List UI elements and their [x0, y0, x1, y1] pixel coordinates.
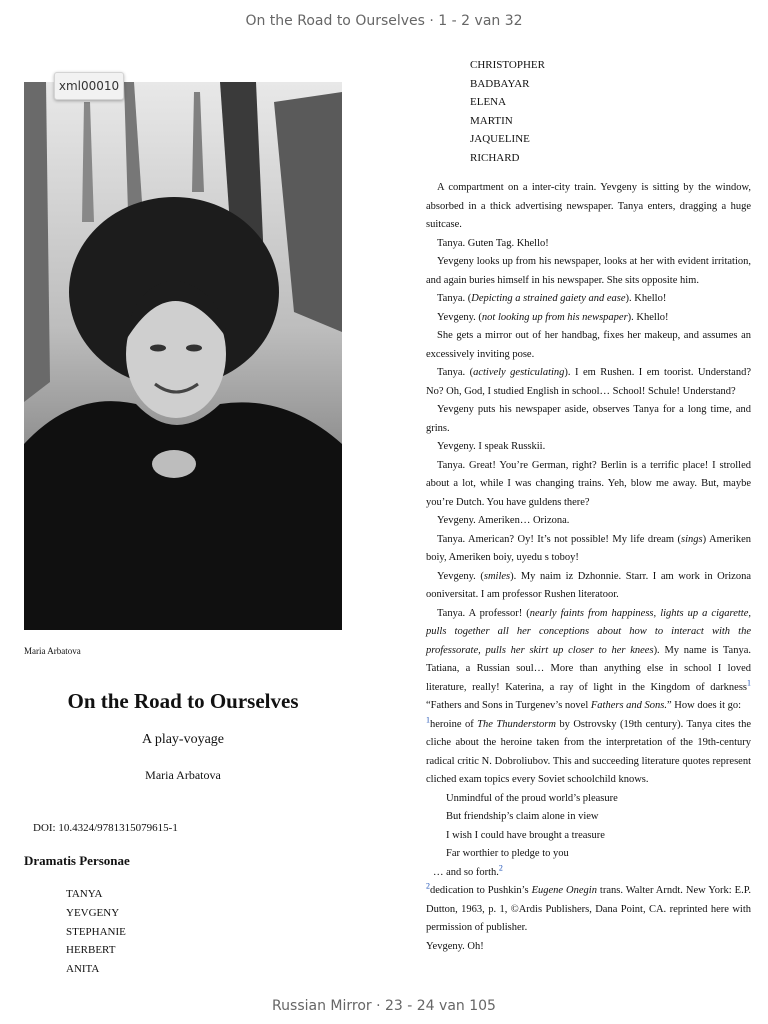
author-name: Maria Arbatova: [145, 768, 221, 782]
footnote-marker: 1: [426, 715, 430, 724]
verse-line: But friendship’s claim alone in view: [446, 811, 599, 822]
page-header: On the Road to Ourselves · 1 - 2 van 32: [245, 13, 523, 29]
paragraph: Yevgeny. I speak Russkii.: [437, 441, 546, 452]
paragraph: Yevgeny. (smiles). My naim iz Dzhonnie. Starr. I am work in Orizona ooniversitat. I am professor Rushen literatoor.: [426, 570, 751, 600]
paragraph: Yevgeny. Ameriken… Orizona.: [437, 515, 570, 526]
cast-item: CHRISTOPHER: [470, 59, 545, 71]
image-tag: xml00010: [54, 72, 124, 100]
cast-item: BADBAYAR: [470, 77, 530, 90]
footnote-marker: 2: [426, 881, 430, 891]
cast-item: STEPHANIE: [66, 925, 126, 938]
play-subtitle: A play-voyage: [141, 732, 225, 747]
cast-item: JAQUELINE: [470, 133, 530, 146]
doi-text: DOI: 10.4324/9781315079615-1: [33, 822, 178, 834]
cast-item: ELENA: [470, 96, 507, 109]
paragraph: Tanya. American? Oy! It’s not possible! My life dream (sings) Ameriken boiy, Ameriken boiy, uyedu s toboy!: [426, 533, 751, 563]
page-footer: Russian Mirror · 23 - 24 van 105: [272, 998, 496, 1014]
cast-item: ANITA: [66, 963, 100, 976]
paragraph: Yevgeny. (not looking up from his newspaper). Khello!: [437, 311, 669, 323]
paragraph: Tanya. A professor! (nearly faints from happiness, lights up a cigarette, pulls together all her conceptions about how to interact with the professorate, pulls her skirt up closer to her knees). My name is Tanya. Tatiana, a Russian soul… More than anything else in school I loved literature, really! Katerina, a ray of light in the Kingdom of darkness$^1$ “Fathers and Sons in Turgenev’s novel Fathers and Sons.” How does it go:: [426, 607, 751, 711]
paragraph: She gets a mirror out of her handbag, fixes her makeup, and assumes an excessively inviting pose.: [426, 330, 751, 360]
play-title: On the Road to Ourselves: [67, 689, 299, 713]
dramatis-heading: Dramatis Personae: [24, 853, 130, 868]
cast-item: HERBERT: [66, 944, 116, 957]
cast-item: MARTIN: [470, 114, 513, 127]
footnote-ref-2[interactable]: 2: [498, 863, 503, 872]
paragraph: Tanya. (Depicting a strained gaiety and ease). Khello!: [437, 293, 667, 304]
author-photo: [24, 82, 342, 630]
paragraph: Yevgeny looks up from his newspaper, looks at her with evident irritation, and again buries himself in his newspaper. She sits opposite him.: [426, 256, 751, 286]
paragraph: A compartment on a inter-city train. Yevgeny is sitting by the window, absorbed in a thick advertising newspaper. Tanya enters, dragging a huge suitcase.: [426, 182, 751, 230]
verse-line: Unmindful of the proud world’s pleasure: [446, 792, 618, 804]
cast-item: YEVGENY: [66, 906, 120, 919]
cast-item: RICHARD: [470, 151, 520, 164]
footnote-1: $^1$heroine of The Thunderstorm by Ostrovsky (19th century). Tanya cites the cliche about the heroine taken from the interpretation of the 19th-century radical critic N. Dobroliubov. This and succeeding literature quotes represent cliched exam topics every Soviet schoolchild knows.: [426, 715, 751, 785]
verse-line: Far worthier to pledge to you: [446, 848, 569, 859]
verse-line: I wish I could have brought a treasure: [446, 829, 605, 841]
paragraph: … and so forth.$^2$: [433, 863, 503, 878]
footnote-2: $^2$dedication to Pushkin’s Eugene Onegin trans. Walter Arndt. New York: E.P. Dutton, 1963, p. 1, ©Ardis Publishers, Dana Point, CA. reprinted here with permission of publisher.: [426, 881, 751, 933]
paragraph: Tanya. Great! You’re German, right? Berlin is a terrific place! I strolled about a lot, while I was changing trains. Yeh, blow me away. But, maybe you’re Dutch. You have guldens there?: [426, 459, 751, 508]
paragraph: Tanya. (actively gesticulating). I em Rushen. I em toorist. Understand? No? Oh, God, I studied English in school… School! Schule! Understand?: [426, 367, 752, 397]
footnote-ref-1[interactable]: 1: [747, 678, 751, 687]
paragraph: Yevgeny puts his newspaper aside, observes Tanya for a long time, and grins.: [426, 404, 751, 434]
cast-list-right: [470, 56, 545, 168]
photo-caption: Maria Arbatova: [24, 646, 81, 656]
cast-item: TANYA: [66, 888, 103, 900]
cast-list-left: [66, 885, 126, 979]
paragraph: Tanya. Guten Tag. Khello!: [437, 237, 549, 249]
paragraph: Yevgeny. Oh!: [426, 940, 484, 952]
play-text: [426, 179, 751, 956]
